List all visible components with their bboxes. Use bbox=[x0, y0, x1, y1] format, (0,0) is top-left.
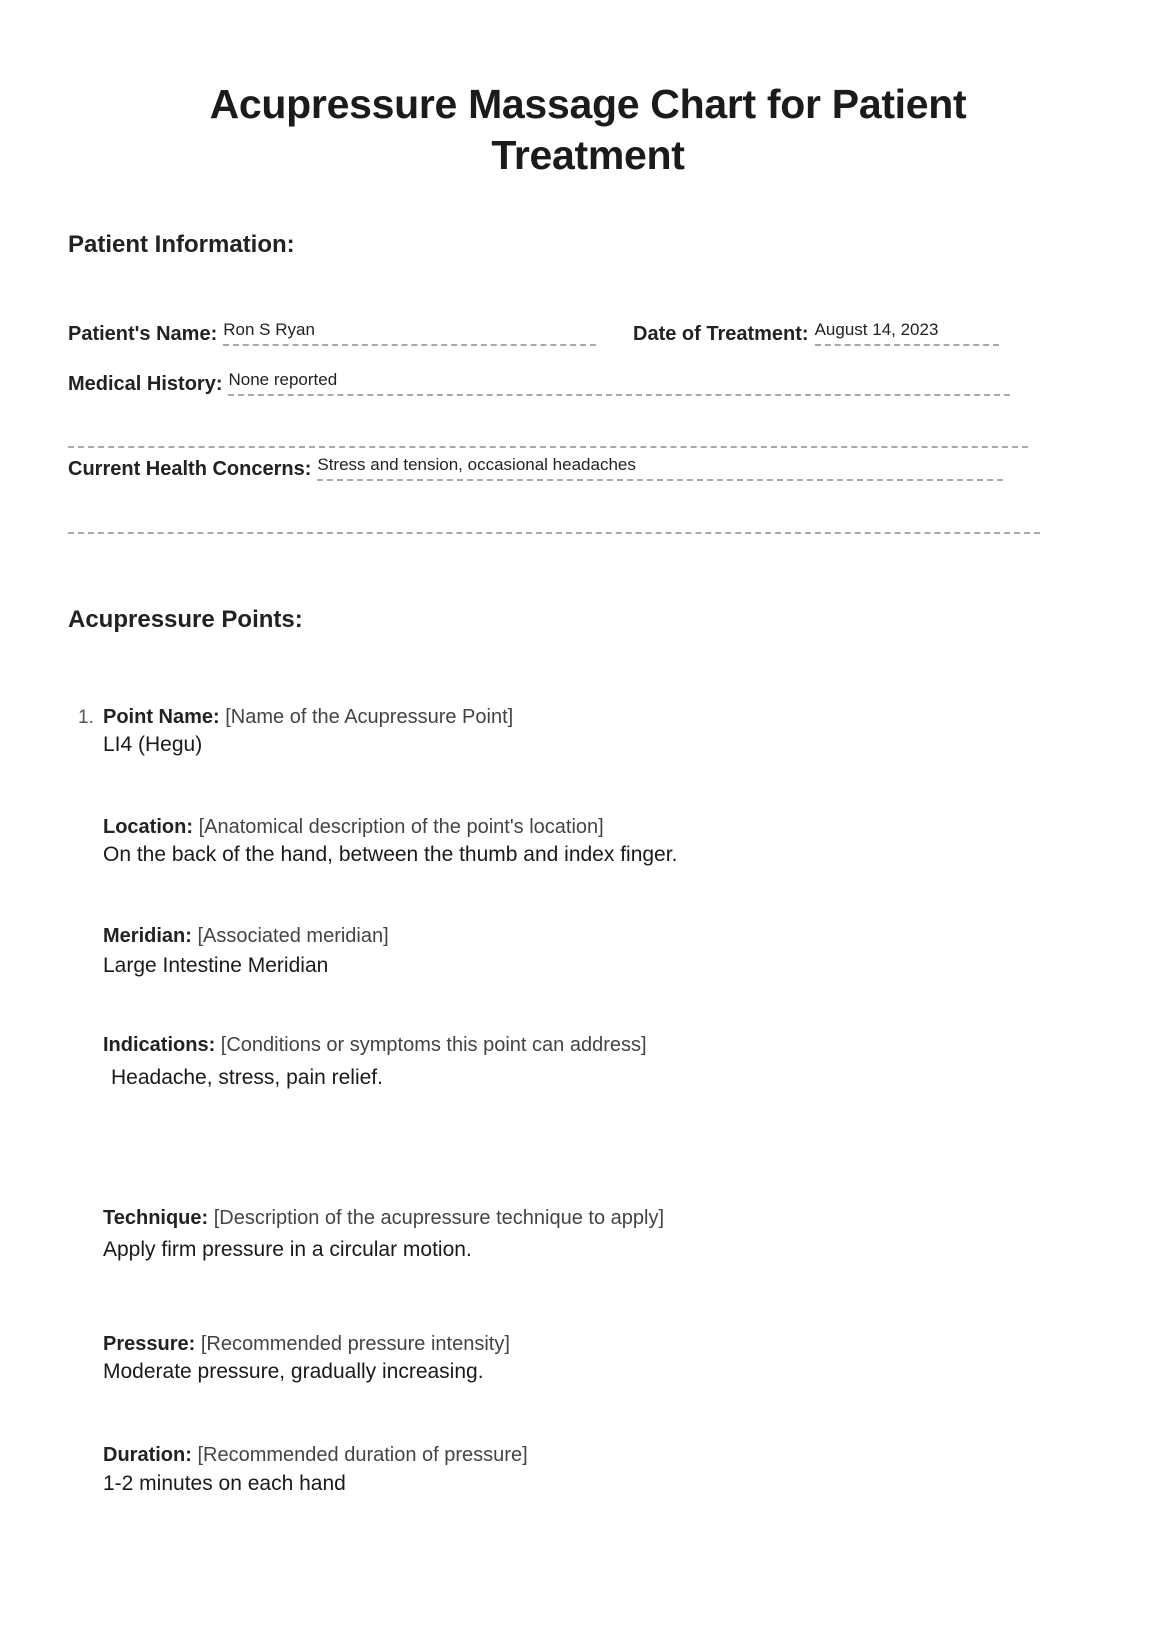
point-name-label: Point Name: bbox=[103, 706, 220, 728]
duration-value: 1-2 minutes on each hand bbox=[103, 1472, 346, 1495]
meridian-value: Large Intestine Meridian bbox=[103, 954, 329, 977]
indications-label: Indications: bbox=[103, 1034, 216, 1056]
indications-hint: [Conditions or symptoms this point can address] bbox=[220, 1034, 647, 1056]
technique-entry bbox=[103, 1207, 664, 1262]
pressure-label: Pressure: bbox=[103, 1333, 196, 1355]
document-title bbox=[0, 79, 1176, 181]
meridian-entry bbox=[103, 925, 389, 978]
pressure-hint: [Recommended pressure intensity] bbox=[200, 1333, 510, 1355]
medical-history-field bbox=[68, 370, 1010, 396]
current-health-concerns-input[interactable]: Stress and tension, occasional headaches bbox=[317, 455, 1003, 481]
point-list-number: 1. bbox=[78, 707, 94, 728]
location-hint: [Anatomical description of the point's location] bbox=[198, 816, 604, 838]
current-health-concerns-label: Current Health Concerns: bbox=[68, 458, 312, 480]
meridian-hint: [Associated meridian] bbox=[197, 925, 389, 947]
duration-label: Duration: bbox=[103, 1444, 192, 1466]
location-value: On the back of the hand, between the thumb and index finger. bbox=[103, 843, 678, 866]
health-concerns-continuation-line[interactable] bbox=[68, 532, 1040, 534]
location-entry bbox=[103, 816, 677, 867]
patient-name-label: Patient's Name: bbox=[68, 323, 218, 345]
meridian-label: Meridian: bbox=[103, 925, 192, 947]
medical-history-label: Medical History: bbox=[68, 373, 223, 395]
medical-history-continuation-line[interactable] bbox=[68, 446, 1028, 448]
point-name-entry bbox=[103, 706, 513, 757]
pressure-entry bbox=[103, 1333, 510, 1384]
duration-entry bbox=[103, 1444, 528, 1496]
current-health-concerns-field bbox=[68, 455, 1003, 481]
date-of-treatment-field bbox=[633, 320, 999, 346]
indications-entry bbox=[103, 1034, 647, 1090]
point-name-value: LI4 (Hegu) bbox=[103, 733, 203, 756]
patient-name-input[interactable]: Ron S Ryan bbox=[223, 320, 596, 346]
patient-information-heading: Patient Information: bbox=[68, 231, 295, 258]
date-of-treatment-input[interactable]: August 14, 2023 bbox=[815, 320, 999, 346]
technique-label: Technique: bbox=[103, 1207, 209, 1229]
date-of-treatment-label: Date of Treatment: bbox=[633, 323, 809, 345]
pressure-value: Moderate pressure, gradually increasing. bbox=[103, 1360, 484, 1383]
patient-name-field bbox=[68, 320, 596, 346]
indications-value: Headache, stress, pain relief. bbox=[111, 1066, 383, 1089]
document-title-line-1: Acupressure Massage Chart for Patient bbox=[209, 81, 967, 128]
duration-hint: [Recommended duration of pressure] bbox=[197, 1444, 528, 1466]
medical-history-input[interactable]: None reported bbox=[228, 370, 1010, 396]
document-title-line-2: Treatment bbox=[491, 132, 685, 179]
technique-value: Apply firm pressure in a circular motion. bbox=[103, 1238, 472, 1261]
technique-hint: [Description of the acupressure technique to apply] bbox=[213, 1207, 665, 1229]
location-label: Location: bbox=[103, 816, 193, 838]
acupressure-points-heading: Acupressure Points: bbox=[68, 606, 303, 633]
point-name-hint: [Name of the Acupressure Point] bbox=[225, 706, 514, 728]
